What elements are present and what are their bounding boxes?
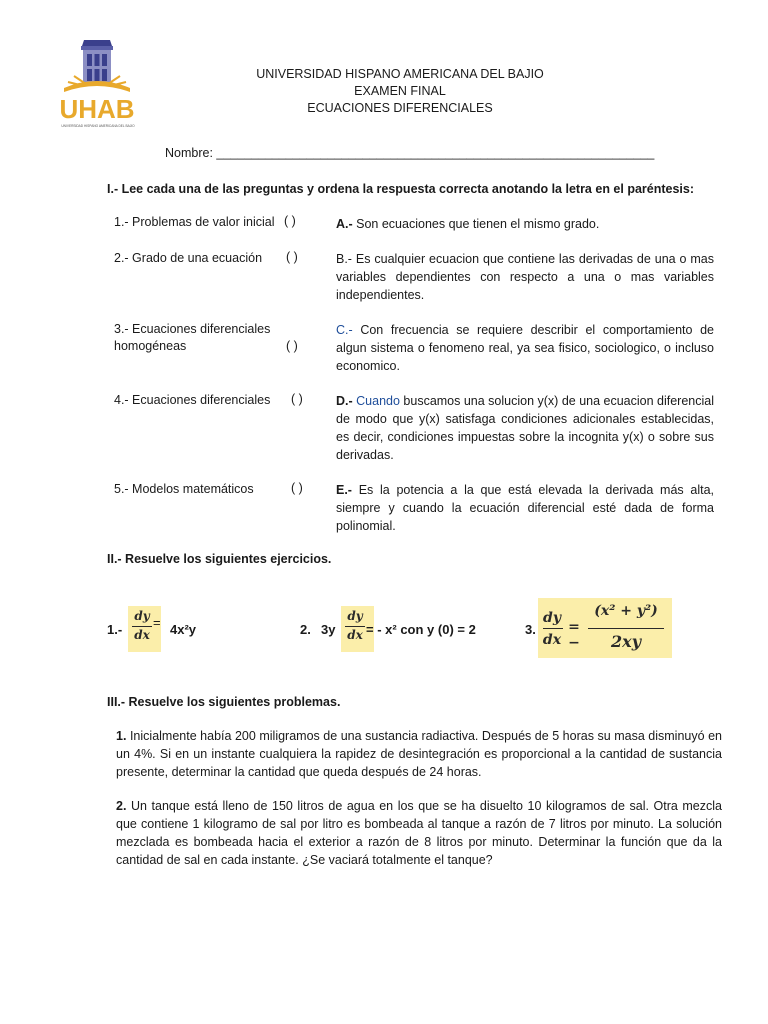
logo-motto: UNIVERSIDAD HISPANO AMERICANA DEL BAJIO: [61, 124, 135, 128]
numerator-expression: (x² + y²): [594, 603, 658, 619]
question-2: [114, 250, 314, 267]
answer-d: [336, 392, 714, 464]
section-2-title: II.- Resuelve los siguientes ejercicios.: [107, 552, 332, 566]
answer-paren[interactable]: ( ): [291, 481, 303, 495]
answer-a: [336, 215, 714, 233]
equals-minus: = −: [568, 619, 580, 651]
section-1-title: I.- Lee cada una de las preguntas y ordena la respuesta correcta anotando la letra en el paréntesis:: [107, 182, 695, 196]
answer-text: Es la potencia a la que está elevada la derivada más alta, siempre y cuando la ecuación diferencial esté dada de forma polinomial.: [336, 483, 714, 533]
document-header: [200, 66, 600, 117]
equals-sign: =: [153, 615, 161, 630]
answer-text: Con frecuencia se requiere describir el comportamiento de algun sistema o fenomeno real, ya sea fisico, sociologico, o incluso economico.: [336, 323, 714, 373]
dx-denominator: dx: [134, 628, 150, 642]
fraction-bar: [588, 628, 664, 629]
exercise-1-number: 1.-: [107, 622, 123, 637]
answer-text: buscamos una solucion y(x) de una ecuacion diferencial de modo que y(x) satisfaga condiciones adicionales establecidas, es decir, condiciones impuestas sobre la incognita y(x) o sobre sus derivadas.: [336, 394, 715, 462]
university-logo: [54, 36, 140, 134]
answer-text: Es cualquier ecuacion que contiene las derivadas de una o mas variables dependientes con respecto a una o mas variables independientes.: [336, 252, 714, 302]
fraction-bar: [132, 626, 152, 627]
dx-denominator: dx: [347, 628, 363, 642]
dy-numerator: dy: [134, 609, 150, 623]
fraction-bar: [543, 628, 563, 629]
course-title: ECUACIONES DIFERENCIALES: [307, 101, 493, 115]
answer-paren[interactable]: ( ): [291, 392, 303, 406]
dx-denominator: dx: [542, 632, 562, 648]
svg-text:UHAB: UHAB: [59, 94, 135, 124]
university-name: UNIVERSIDAD HISPANO AMERICANA DEL BAJIO: [256, 67, 544, 81]
exercise-2-number: 2.: [300, 622, 311, 637]
answer-text: Son ecuaciones que tienen el mismo grado.: [352, 217, 600, 231]
name-field[interactable]: Nombre: _______________________________________________________________: [165, 146, 655, 160]
answer-paren[interactable]: ( ): [286, 250, 298, 264]
answer-letter: C.-: [336, 323, 353, 337]
section-3-title: III.- Resuelve los siguientes problemas.: [107, 695, 341, 709]
exercise-1-rhs: 4x²y: [170, 622, 197, 637]
dy-numerator: dy: [543, 610, 561, 626]
answer-text-highlight: Cuando: [352, 394, 400, 408]
question-text: 4.- Ecuaciones diferenciales: [114, 393, 271, 407]
answer-e: [336, 481, 714, 535]
question-5: [114, 481, 314, 498]
problem-text: Un tanque está lleno de 150 litros de agua en los que se ha disuelto 10 kilogramos de sal. Otra mezcla que contiene 1 kilogramo de sal por litro es bombeada al tanque a razón de 7 litros por minuto. La solución mezclada es bombeada hacia el exterior a razón de 8 litros por minuto. Determinar la función que da la cantidad de sal en cada instante. ¿Se vaciará totalmente el tanque?: [116, 799, 722, 867]
exercise-2-rhs: = - x² con y (0) = 2: [366, 622, 476, 637]
problem-1: [116, 727, 722, 781]
problem-number: 2.: [116, 799, 127, 813]
problem-text: Inicialmente había 200 miligramos de una sustancia radiactiva. Después de 5 horas su masa disminuyó en un 4%. Si en un instante cualquiera la rapidez de desintegración es proporcional a la cantidad de sustancia presente, determinar la cantidad que queda después de 24 horas.: [116, 729, 722, 779]
question-3: [114, 321, 284, 355]
problem-2: [116, 797, 722, 869]
answer-letter: D.-: [336, 394, 353, 408]
question-text: 3.- Ecuaciones diferenciales homogéneas: [114, 322, 271, 353]
exercise-2-lhs: 3y: [321, 622, 336, 637]
building-emblem-icon: [54, 36, 140, 134]
question-text: 5.- Modelos matemáticos: [114, 482, 254, 496]
question-text: 2.- Grado de una ecuación: [114, 251, 263, 265]
denominator-expression: 2xy: [611, 632, 641, 651]
answer-paren[interactable]: ( ): [286, 339, 298, 353]
answer-paren[interactable]: ( ): [284, 214, 296, 228]
exercise-3-number: 3.: [525, 622, 536, 637]
answer-letter: E.-: [336, 483, 352, 497]
problem-number: 1.: [116, 729, 127, 743]
question-text: 1.- Problemas de valor inicial: [114, 215, 275, 229]
exam-title: EXAMEN FINAL: [354, 84, 446, 98]
answer-b: [336, 250, 714, 304]
question-4: [114, 392, 314, 409]
answer-c: [336, 321, 714, 375]
answer-letter: A.-: [336, 217, 353, 231]
answer-letter: B.-: [336, 252, 352, 266]
fraction-bar: [345, 626, 365, 627]
dy-numerator: dy: [347, 609, 363, 623]
